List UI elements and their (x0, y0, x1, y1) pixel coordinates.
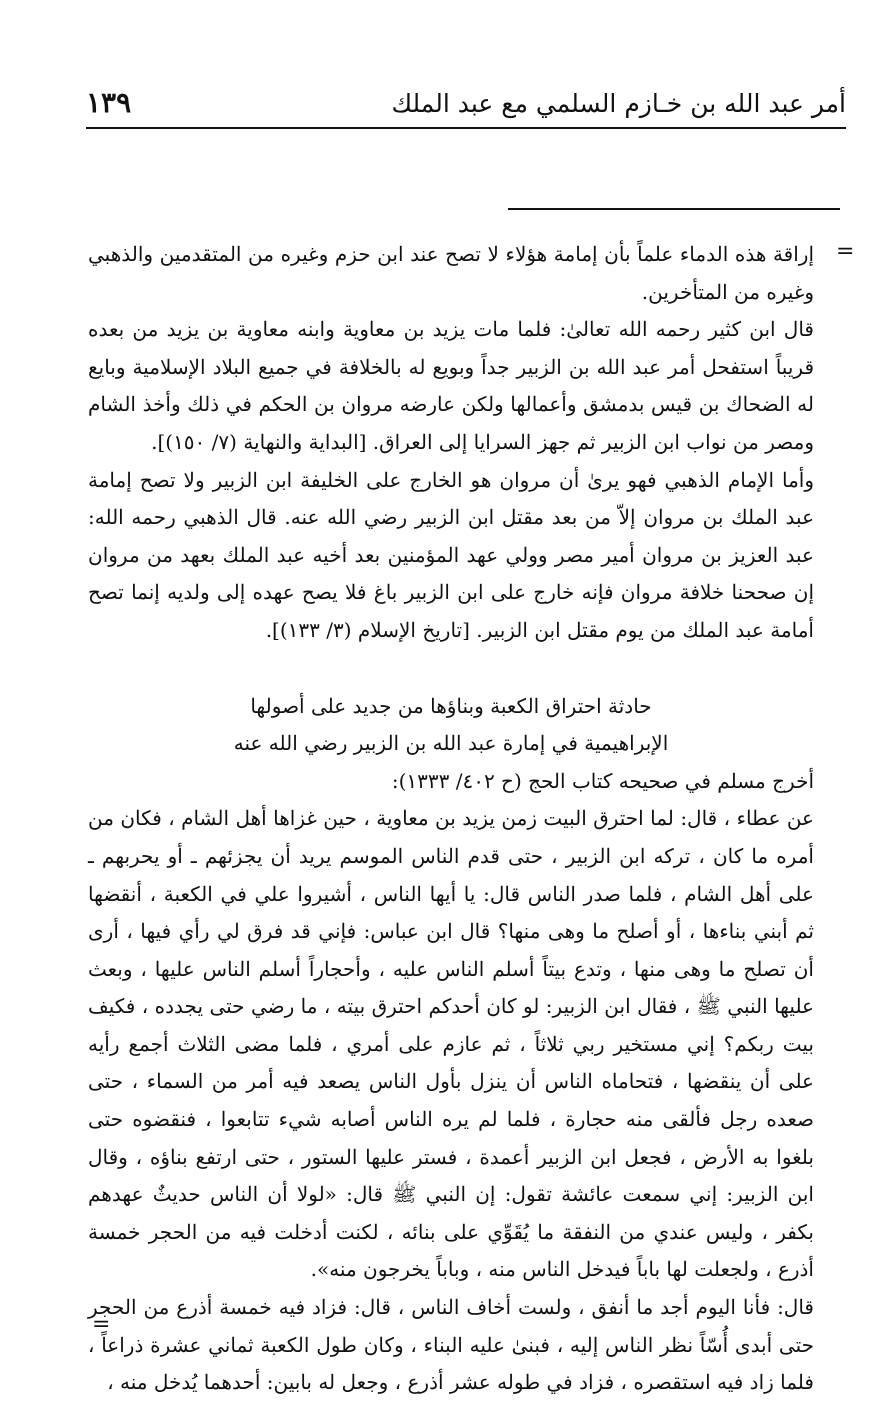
page-body (88, 236, 814, 1402)
continuation-mark-bottom: = (92, 1312, 111, 1337)
hadith-paragraph: قال: فأنا اليوم أجد ما أنفق ، ولست أخاف الناس ، قال: فزاد فيه خمسة أذرع من الحجر حتى أبدى أُسّاً نظر الناس إليه ، فبنىٰ عليه البناء ، وكان طول الكعبة ثماني عشرة ذراعاً ، فلما زاد فيه استقصره ، فزاد في طوله عشر أذرع ، وجعل له بابين: أحدهما يُدخل منه ، (88, 1295, 815, 1395)
continuation-mark-top: = (836, 239, 855, 264)
hadith-paragraph: عن عطاء ، قال: لما احترق البيت زمن يزيد بن معاوية ، حين غزاها أهل الشام ، فكان من أمره ما كان ، تركه ابن الزبير ، حتى قدم الناس الموسم يريد أن يجزئهم ـ أو يحربهم ـ على أهل الشام ، فلما صدر الناس قال: يا أيها الناس ، أشيروا علي في الكعبة ، أنقضها ثم أبني بناءها ، أو أصلح ما وهى منها؟ قال ابن عباس: فإني قد فرق لي رأي فيها ، أرى أن تصلح ما وهى منها ، وتدع بيتاً أسلم الناس عليه ، وأحجاراً أسلم الناس عليها ، وبعث عليها النبي ﷺ ، فقال ابن الزبير: لو كان أحدكم احترق بيته ، ما رضي حتى يجدده ، فكيف بيت ربكم؟ إني مستخير ربي ثلاثاً ، ثم عازم على أمري ، فلما مضى الثلاث أجمع رأيه على أن ينقضها ، فتحاماه الناس أن ينزل بأول الناس يصعد فيه أمر من السماء ، حتى صعده رجل فألقى منه حجارة ، فلما لم يره الناس أصابه شيء تتابعوا ، فنقضوه حتى بلغوا به الأرض ، فجعل ابن الزبير أعمدة ، فستر عليها الستور ، حتى ارتفع بناؤه ، وقال ابن الزبير: إني سمعت عائشة تقول: إن النبي ﷺ قال: «لولا أن الناس حديثٌ عهدهم بكفر ، وليس عندي من النفقة ما يُقَوِّي على بنائه ، لكنت أدخلت فيه من الحجر خمسة أذرع ، ولجعلت لها باباً فيدخل الناس منه ، وباباً يخرجون منه». (88, 806, 814, 1282)
footnote-paragraph: قال ابن كثير رحمه الله تعالىٰ: فلما مات يزيد بن معاوية وابنه معاوية بن يزيد من بعده قريباً استفحل أمر عبد الله بن الزبير جداً وبويع له بالخلافة في جميع البلاد الإسلامية وبايع له الضحاك بن قيس بدمشق وأعمالها ولكن عارضه مروان بن الحكم في ذلك وأخذ الشام ومصر من نواب ابن الزبير ثم جهز السرايا إلى العراق. [البداية والنهاية (٧/ ١٥٠)]. (88, 317, 815, 454)
running-header (86, 86, 846, 126)
section-spacer (88, 650, 814, 688)
chapter-title: أمر عبد الله بن خـازم السلمي مع عبد الملك (391, 89, 846, 118)
header-divider (86, 127, 846, 129)
footnote-paragraph: إراقة هذه الدماء علماً بأن إمامة هؤلاء لا تصح عند ابن حزم وغيره من المتقدمين والذهبي وغيره من المتأخرين. (88, 242, 814, 304)
section-heading-line-1: حادثة احتراق الكعبة وبناؤها من جديد على أصولها (250, 693, 652, 718)
section-heading-line-2: الإبراهيمية في إمارة عبد الله بن الزبير رضي الله عنه (233, 731, 669, 756)
page-number: ١٣٩ (86, 86, 132, 119)
hadith-source: أخرج مسلم في صحيحه كتاب الحج (ح ٤٠٢/ ١٣٣٣): (391, 768, 814, 793)
footnote-paragraph: وأما الإمام الذهبي فهو يرىٰ أن مروان هو الخارج على الخليفة ابن الزبير ولا تصح إمامة عبد الملك بن مروان إلاّ من بعد مقتل ابن الزبير رضي الله عنه. قال الذهبي رحمه الله: عبد العزيز بن مروان أمير مصر وولي عهد المؤمنين بعد أخيه عبد الملك بعهد من مروان إن صححنا خلافة مروان فإنه خارج على ابن الزبير باغ فلا يصح عهده إلى ولديه إنما تصح أمامة عبد الملك من يوم مقتل ابن الزبير. [تاريخ الإسلام (٣/ ١٣٣)]. (88, 467, 814, 642)
footnote-divider (508, 208, 840, 210)
